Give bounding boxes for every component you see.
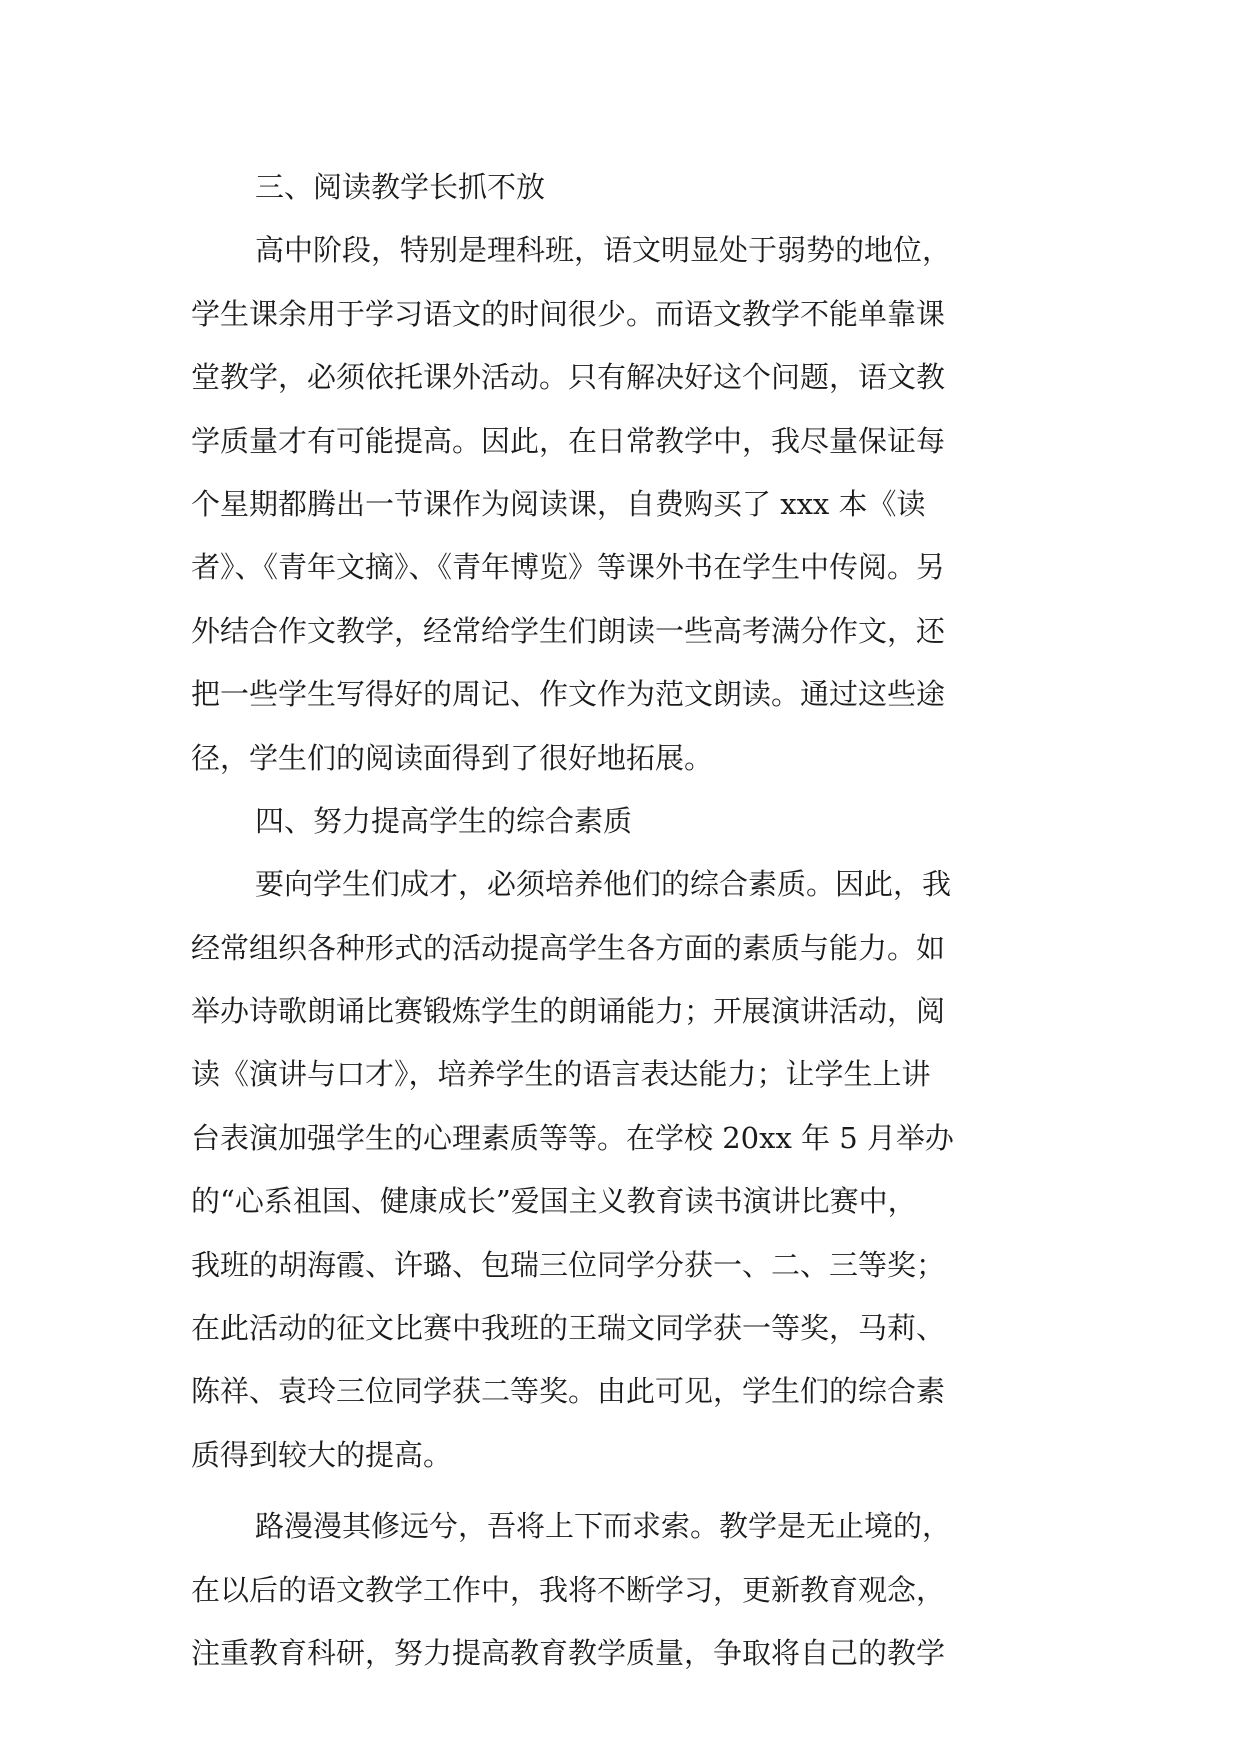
document-body	[191, 156, 1071, 1685]
paragraph-line: 个星期都腾出一节课作为阅读课，自费购买了 xxx 本《读	[191, 486, 926, 521]
paragraph-line: 外结合作文教学，经常给学生们朗读一些高考满分作文，还	[191, 613, 946, 648]
paragraph-line: 在以后的语文教学工作中，我将不断学习，更新教育观念，	[191, 1572, 946, 1607]
paragraph-line: 学生课余用于学习语文的时间很少。而语文教学不能单靠课	[191, 296, 946, 331]
section-heading-4: 四、努力提高学生的综合素质	[255, 803, 633, 838]
section-heading-3: 三、阅读教学长抓不放	[255, 170, 546, 204]
paragraph-line: 径，学生们的阅读面得到了很好地拓展。	[191, 740, 714, 775]
paragraph-line: 陈祥、袁玲三位同学获二等奖。由此可见，学生们的综合素	[191, 1374, 946, 1409]
paragraph-line: 举办诗歌朗诵比赛锻炼学生的朗诵能力；开展演讲活动，阅	[191, 994, 946, 1029]
paragraph-line: 台表演加强学生的心理素质等等。在学校 20xx 年 5 月举办	[191, 1120, 954, 1155]
paragraph-line: 的“心系祖国、健康成长”爱国主义教育读书演讲比赛中，	[191, 1184, 917, 1219]
paragraph-line: 我班的胡海霞、许璐、包瑞三位同学分获一、二、三等奖；	[191, 1247, 946, 1282]
paragraph-line: 注重教育科研，努力提高教育教学质量，争取将自己的教学	[191, 1635, 946, 1670]
paragraph-line: 经常组织各种形式的活动提高学生各方面的素质与能力。如	[191, 930, 946, 965]
paragraph-line: 高中阶段，特别是理科班，语文明显处于弱势的地位，	[255, 233, 952, 268]
paragraph-line: 者》、《青年文摘》、《青年博览》等课外书在学生中传阅。另	[191, 550, 946, 585]
paragraph-line: 要向学生们成才，必须培养他们的综合素质。因此，我	[255, 867, 952, 902]
paragraph-line: 读《演讲与口才》，培养学生的语言表达能力；让学生上讲	[191, 1057, 931, 1092]
paragraph-line: 堂教学，必须依托课外活动。只有解决好这个问题，语文教	[191, 360, 946, 395]
paragraph-line: 学质量才有可能提高。因此，在日常教学中，我尽量保证每	[191, 423, 946, 458]
paragraph-line: 路漫漫其修远兮，吾将上下而求索。教学是无止境的，	[255, 1509, 952, 1544]
paragraph-line: 在此活动的征文比赛中我班的王瑞文同学获一等奖，马莉、	[191, 1311, 946, 1346]
paragraph-line: 把一些学生写得好的周记、作文作为范文朗读。通过这些途	[191, 677, 946, 712]
paragraph-line: 质得到较大的提高。	[191, 1437, 453, 1472]
paragraph-gap	[191, 1487, 1071, 1495]
